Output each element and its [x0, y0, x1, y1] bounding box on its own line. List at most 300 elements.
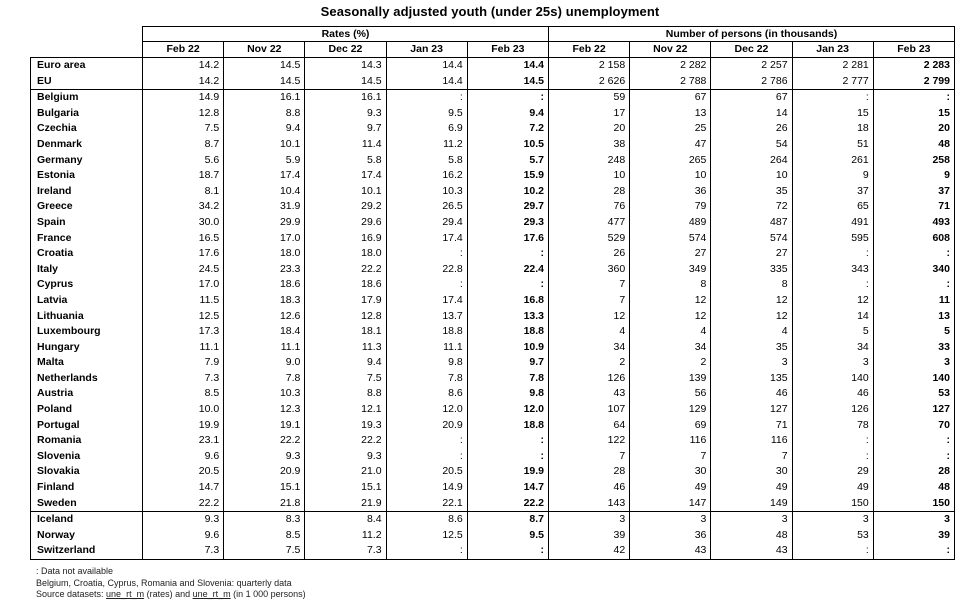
persons-cell: 4	[630, 324, 711, 340]
persons-cell: 335	[711, 262, 792, 278]
persons-cell: 27	[711, 246, 792, 262]
rates-cell: 22.2	[224, 433, 305, 449]
persons-cell: 150	[792, 496, 873, 512]
persons-cell: 2 283	[873, 58, 954, 74]
persons-cell: 3	[711, 355, 792, 371]
rates-cell: 18.1	[305, 324, 386, 340]
persons-cell: 7	[549, 293, 630, 309]
persons-cell: 10	[711, 168, 792, 184]
persons-cell: :	[873, 543, 954, 559]
rates-cell: 17.4	[386, 293, 467, 309]
rates-cell: 9.4	[224, 121, 305, 137]
rates-cell: 17.6	[143, 246, 224, 262]
persons-cell: 491	[792, 215, 873, 231]
persons-cell: 12	[792, 293, 873, 309]
persons-cell: 127	[711, 402, 792, 418]
persons-cell: 3	[792, 512, 873, 528]
rates-cell: 14.3	[305, 58, 386, 74]
period-header-persons-1: Nov 22	[630, 42, 711, 58]
persons-cell: 13	[873, 309, 954, 325]
rates-cell: 8.7	[467, 512, 548, 528]
rates-cell: 14.4	[386, 74, 467, 90]
footnote-not-available: : Data not available	[36, 566, 114, 576]
rates-cell: 29.7	[467, 199, 548, 215]
rates-cell: 7.5	[224, 543, 305, 559]
persons-cell: 43	[711, 543, 792, 559]
country-cell: Czechia	[31, 121, 143, 137]
persons-cell: 39	[873, 528, 954, 544]
persons-cell: 39	[549, 528, 630, 544]
table-row	[31, 90, 955, 106]
persons-cell: 53	[792, 528, 873, 544]
rates-cell: 8.8	[305, 386, 386, 402]
rates-cell: 22.1	[386, 496, 467, 512]
rates-cell: 8.3	[224, 512, 305, 528]
rates-cell: 11.2	[386, 137, 467, 153]
country-cell: Spain	[31, 215, 143, 231]
table-row	[31, 215, 955, 231]
table-row	[31, 371, 955, 387]
rates-cell: 10.3	[224, 386, 305, 402]
rates-cell: 10.1	[224, 137, 305, 153]
persons-cell: 126	[792, 402, 873, 418]
persons-cell: 48	[873, 137, 954, 153]
persons-cell: 17	[549, 106, 630, 122]
persons-cell: 2	[630, 355, 711, 371]
persons-cell: 487	[711, 215, 792, 231]
rates-cell: 11.1	[143, 340, 224, 356]
country-cell: Italy	[31, 262, 143, 278]
persons-cell: 2 626	[549, 74, 630, 90]
persons-cell: 54	[711, 137, 792, 153]
country-cell: Greece	[31, 199, 143, 215]
rates-cell: 14.5	[305, 74, 386, 90]
persons-cell: 360	[549, 262, 630, 278]
rates-cell: 7.9	[143, 355, 224, 371]
rates-cell: :	[467, 277, 548, 293]
persons-cell: 9	[792, 168, 873, 184]
persons-cell: 7	[711, 449, 792, 465]
rates-cell: 14.5	[224, 58, 305, 74]
rates-cell: 9.4	[467, 106, 548, 122]
persons-cell: 3	[630, 512, 711, 528]
table-row	[31, 418, 955, 434]
persons-cell: 35	[711, 340, 792, 356]
persons-cell: 493	[873, 215, 954, 231]
rates-cell: :	[467, 433, 548, 449]
country-cell: Croatia	[31, 246, 143, 262]
table-row	[31, 184, 955, 200]
period-header-persons-0: Feb 22	[549, 42, 630, 58]
table-row	[31, 480, 955, 496]
rates-cell: 20.5	[143, 464, 224, 480]
rates-cell: 10.2	[467, 184, 548, 200]
rates-cell: 17.6	[467, 231, 548, 247]
rates-cell: 18.8	[467, 418, 548, 434]
rates-cell: 9.6	[143, 449, 224, 465]
persons-cell: 489	[630, 215, 711, 231]
persons-cell: 53	[873, 386, 954, 402]
country-cell: Iceland	[31, 512, 143, 528]
table-row	[31, 121, 955, 137]
persons-cell: 49	[630, 480, 711, 496]
persons-cell: 37	[873, 184, 954, 200]
country-cell: Switzerland	[31, 543, 143, 559]
rates-cell: 9.4	[305, 355, 386, 371]
table-row	[31, 496, 955, 512]
rates-cell: :	[467, 246, 548, 262]
period-header-rates-2: Dec 22	[305, 42, 386, 58]
persons-cell: 608	[873, 231, 954, 247]
persons-cell: 248	[549, 153, 630, 169]
rates-cell: 9.8	[467, 386, 548, 402]
rates-cell: 15.9	[467, 168, 548, 184]
rates-cell: 8.6	[386, 386, 467, 402]
persons-cell: 5	[873, 324, 954, 340]
rates-cell: 22.2	[305, 262, 386, 278]
rates-cell: 19.9	[143, 418, 224, 434]
table-row	[31, 309, 955, 325]
rates-cell: 7.5	[305, 371, 386, 387]
persons-cell: 261	[792, 153, 873, 169]
rates-cell: 9.7	[305, 121, 386, 137]
rates-cell: :	[467, 543, 548, 559]
country-cell: Ireland	[31, 184, 143, 200]
persons-cell: 46	[792, 386, 873, 402]
country-cell: France	[31, 231, 143, 247]
rates-cell: 9.3	[305, 106, 386, 122]
persons-cell: 76	[549, 199, 630, 215]
rates-cell: 9.3	[305, 449, 386, 465]
persons-cell: 147	[630, 496, 711, 512]
persons-cell: 2 282	[630, 58, 711, 74]
rates-cell: 11.1	[386, 340, 467, 356]
rates-cell: 22.2	[305, 433, 386, 449]
rates-cell: 18.4	[224, 324, 305, 340]
rates-cell: 16.5	[143, 231, 224, 247]
persons-cell: 34	[792, 340, 873, 356]
persons-cell: :	[792, 449, 873, 465]
rates-cell: 14.2	[143, 74, 224, 90]
persons-cell: 56	[630, 386, 711, 402]
persons-cell: :	[873, 246, 954, 262]
group-header-persons: Number of persons (in thousands)	[549, 27, 955, 42]
country-cell: Slovakia	[31, 464, 143, 480]
rates-cell: 14.4	[467, 58, 548, 74]
persons-cell: :	[792, 90, 873, 106]
dataset-link-rates[interactable]: une_rt_m	[106, 589, 145, 599]
rates-cell: 8.5	[224, 528, 305, 544]
rates-cell: 26.5	[386, 199, 467, 215]
persons-cell: 48	[873, 480, 954, 496]
persons-cell: 65	[792, 199, 873, 215]
rates-cell: :	[386, 90, 467, 106]
rates-cell: 18.7	[143, 168, 224, 184]
rates-cell: 22.4	[467, 262, 548, 278]
persons-cell: 64	[549, 418, 630, 434]
footnote-quarterly: Belgium, Croatia, Cyprus, Romania and Slovenia: quarterly data	[36, 577, 292, 588]
rates-cell: 10.9	[467, 340, 548, 356]
rates-cell: 12.6	[224, 309, 305, 325]
period-header-persons-3: Jan 23	[792, 42, 873, 58]
persons-cell: 79	[630, 199, 711, 215]
rates-cell: 20.5	[386, 464, 467, 480]
rates-cell: 29.4	[386, 215, 467, 231]
rates-cell: 7.3	[143, 543, 224, 559]
rates-cell: 17.9	[305, 293, 386, 309]
persons-cell: 149	[711, 496, 792, 512]
rates-cell: 6.9	[386, 121, 467, 137]
rates-cell: 14.7	[467, 480, 548, 496]
country-cell: Lithuania	[31, 309, 143, 325]
rates-cell: 34.2	[143, 199, 224, 215]
rates-cell: 17.4	[386, 231, 467, 247]
persons-cell: 38	[549, 137, 630, 153]
table-row	[31, 74, 955, 90]
table-row	[31, 355, 955, 371]
table-body	[31, 58, 955, 560]
persons-cell: 20	[549, 121, 630, 137]
table-row	[31, 464, 955, 480]
persons-cell: 71	[873, 199, 954, 215]
persons-cell: 30	[630, 464, 711, 480]
country-cell: Netherlands	[31, 371, 143, 387]
rates-cell: :	[386, 449, 467, 465]
persons-cell: :	[792, 433, 873, 449]
persons-cell: 107	[549, 402, 630, 418]
rates-cell: 18.0	[224, 246, 305, 262]
persons-cell: 9	[873, 168, 954, 184]
table-row	[31, 168, 955, 184]
period-header-row	[31, 42, 955, 58]
rates-cell: 14.5	[224, 74, 305, 90]
country-cell: Cyprus	[31, 277, 143, 293]
country-cell: Sweden	[31, 496, 143, 512]
persons-cell: 12	[711, 309, 792, 325]
source-mid: (rates) and	[144, 589, 193, 599]
persons-cell: 27	[630, 246, 711, 262]
persons-cell: 7	[630, 449, 711, 465]
rates-cell: 8.8	[224, 106, 305, 122]
rates-cell: 21.8	[224, 496, 305, 512]
persons-cell: 127	[873, 402, 954, 418]
persons-cell: 4	[711, 324, 792, 340]
persons-cell: 116	[630, 433, 711, 449]
country-cell: Finland	[31, 480, 143, 496]
persons-cell: 26	[549, 246, 630, 262]
persons-cell: 150	[873, 496, 954, 512]
persons-cell: 36	[630, 184, 711, 200]
rates-cell: 12.8	[305, 309, 386, 325]
rates-cell: 30.0	[143, 215, 224, 231]
period-header-rates-4: Feb 23	[467, 42, 548, 58]
country-cell: Denmark	[31, 137, 143, 153]
table-row	[31, 512, 955, 528]
persons-cell: 12	[630, 293, 711, 309]
country-cell: Estonia	[31, 168, 143, 184]
persons-cell: 2 799	[873, 74, 954, 90]
table-row	[31, 528, 955, 544]
country-cell: Malta	[31, 355, 143, 371]
rates-cell: 16.9	[305, 231, 386, 247]
rates-cell: 11.5	[143, 293, 224, 309]
persons-cell: 30	[711, 464, 792, 480]
country-cell: Latvia	[31, 293, 143, 309]
country-cell: Germany	[31, 153, 143, 169]
persons-cell: 122	[549, 433, 630, 449]
persons-cell: 33	[873, 340, 954, 356]
persons-cell: 3	[873, 512, 954, 528]
table-row	[31, 543, 955, 559]
rates-cell: 12.8	[143, 106, 224, 122]
persons-cell: 3	[549, 512, 630, 528]
table-row	[31, 433, 955, 449]
table-row	[31, 386, 955, 402]
persons-cell: 15	[873, 106, 954, 122]
persons-cell: 28	[549, 464, 630, 480]
rates-cell: 23.1	[143, 433, 224, 449]
persons-cell: 595	[792, 231, 873, 247]
rates-cell: 24.5	[143, 262, 224, 278]
persons-cell: 3	[792, 355, 873, 371]
persons-cell: 116	[711, 433, 792, 449]
rates-cell: 8.6	[386, 512, 467, 528]
rates-cell: :	[386, 433, 467, 449]
persons-cell: 12	[630, 309, 711, 325]
rates-cell: 18.0	[305, 246, 386, 262]
persons-cell: 67	[630, 90, 711, 106]
persons-cell: 7	[549, 449, 630, 465]
persons-cell: 139	[630, 371, 711, 387]
persons-cell: 69	[630, 418, 711, 434]
persons-cell: 143	[549, 496, 630, 512]
table-row	[31, 340, 955, 356]
table-row	[31, 324, 955, 340]
rates-cell: 18.8	[467, 324, 548, 340]
rates-cell: 14.7	[143, 480, 224, 496]
rates-cell: 12.1	[305, 402, 386, 418]
rates-cell: 7.2	[467, 121, 548, 137]
rates-cell: 7.3	[143, 371, 224, 387]
persons-cell: :	[792, 277, 873, 293]
rates-cell: 12.0	[386, 402, 467, 418]
persons-cell: 72	[711, 199, 792, 215]
rates-cell: 9.3	[224, 449, 305, 465]
persons-cell: :	[792, 246, 873, 262]
persons-cell: 13	[630, 106, 711, 122]
country-cell: Portugal	[31, 418, 143, 434]
persons-cell: 49	[792, 480, 873, 496]
persons-cell: 7	[549, 277, 630, 293]
persons-cell: 2 777	[792, 74, 873, 90]
persons-cell: 3	[873, 355, 954, 371]
rates-cell: 9.0	[224, 355, 305, 371]
rates-cell: 7.8	[467, 371, 548, 387]
persons-cell: 47	[630, 137, 711, 153]
persons-cell: 46	[711, 386, 792, 402]
rates-cell: 14.9	[143, 90, 224, 106]
country-cell: Euro area	[31, 58, 143, 74]
country-cell: Belgium	[31, 90, 143, 106]
persons-cell: 574	[711, 231, 792, 247]
rates-cell: 19.3	[305, 418, 386, 434]
country-cell: Bulgaria	[31, 106, 143, 122]
rates-cell: 11.1	[224, 340, 305, 356]
rates-cell: :	[386, 246, 467, 262]
dataset-link-persons[interactable]: une_rt_m	[192, 589, 231, 599]
persons-cell: 14	[792, 309, 873, 325]
rates-cell: 10.1	[305, 184, 386, 200]
rates-cell: 12.0	[467, 402, 548, 418]
rates-cell: 11.2	[305, 528, 386, 544]
persons-cell: :	[792, 543, 873, 559]
rates-cell: 23.3	[224, 262, 305, 278]
persons-cell: 529	[549, 231, 630, 247]
persons-cell: 48	[711, 528, 792, 544]
period-header-rates-3: Jan 23	[386, 42, 467, 58]
persons-cell: 2 786	[711, 74, 792, 90]
table-row	[31, 449, 955, 465]
footnote-source	[36, 589, 306, 601]
persons-cell: 265	[630, 153, 711, 169]
rates-cell: 22.8	[386, 262, 467, 278]
rates-cell: 29.6	[305, 215, 386, 231]
persons-cell: 140	[792, 371, 873, 387]
rates-cell: 18.3	[224, 293, 305, 309]
persons-cell: 12	[711, 293, 792, 309]
persons-cell: 34	[630, 340, 711, 356]
rates-cell: 15.1	[224, 480, 305, 496]
persons-cell: 129	[630, 402, 711, 418]
rates-cell: :	[386, 543, 467, 559]
persons-cell: 135	[711, 371, 792, 387]
rates-cell: 9.6	[143, 528, 224, 544]
persons-cell: 2 788	[630, 74, 711, 90]
rates-cell: 8.7	[143, 137, 224, 153]
rates-cell: 5.6	[143, 153, 224, 169]
rates-cell: 10.5	[467, 137, 548, 153]
country-cell: Slovenia	[31, 449, 143, 465]
persons-cell: 349	[630, 262, 711, 278]
rates-cell: 9.7	[467, 355, 548, 371]
rates-cell: 13.7	[386, 309, 467, 325]
footnotes	[36, 566, 306, 601]
rates-cell: 11.3	[305, 340, 386, 356]
persons-cell: 574	[630, 231, 711, 247]
rates-cell: 7.8	[386, 371, 467, 387]
rates-cell: 7.3	[305, 543, 386, 559]
group-header-rates: Rates (%)	[143, 27, 549, 42]
persons-cell: 11	[873, 293, 954, 309]
rates-cell: 9.5	[386, 106, 467, 122]
persons-cell: 126	[549, 371, 630, 387]
country-cell: Romania	[31, 433, 143, 449]
persons-cell: 49	[711, 480, 792, 496]
persons-cell: 15	[792, 106, 873, 122]
rates-cell: 18.6	[305, 277, 386, 293]
persons-cell: 12	[549, 309, 630, 325]
persons-cell: 34	[549, 340, 630, 356]
persons-cell: 8	[630, 277, 711, 293]
rates-cell: :	[386, 277, 467, 293]
rates-cell: 10.3	[386, 184, 467, 200]
rates-cell: 5.7	[467, 153, 548, 169]
period-header-persons-4: Feb 23	[873, 42, 954, 58]
rates-cell: 14.4	[386, 58, 467, 74]
persons-cell: 43	[549, 386, 630, 402]
country-cell: Luxembourg	[31, 324, 143, 340]
persons-cell: 42	[549, 543, 630, 559]
